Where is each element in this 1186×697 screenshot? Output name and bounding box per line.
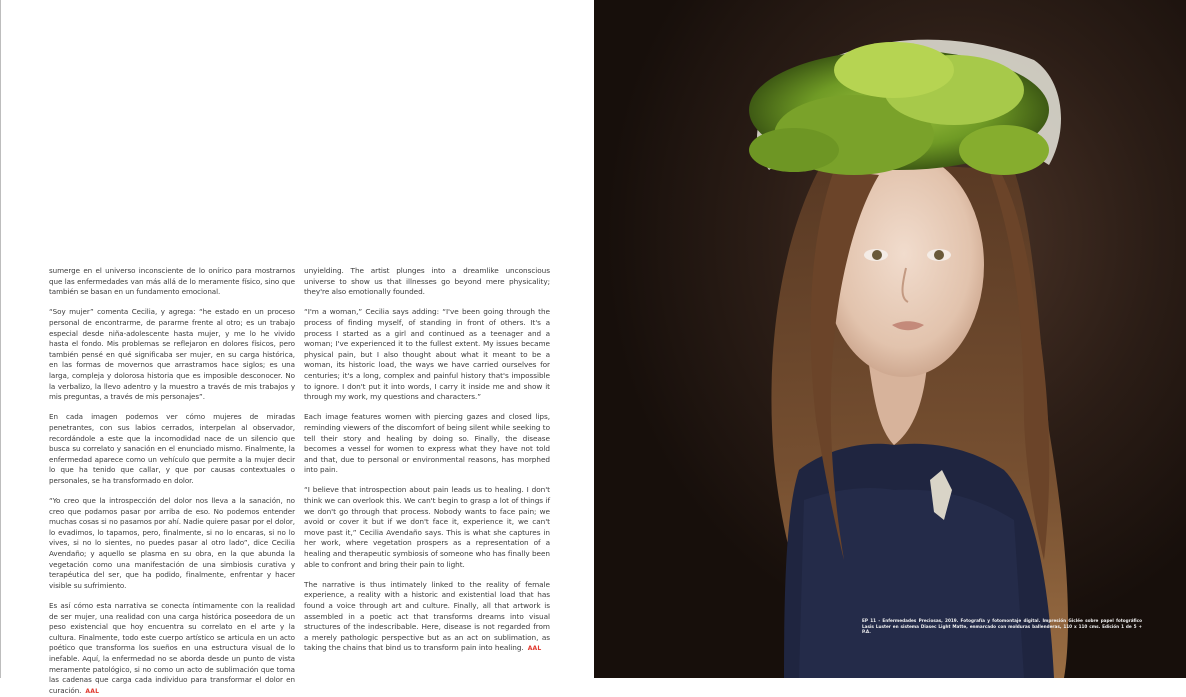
spanish-paragraph-5: Es así cómo esta narrativa se conecta íntimamente con la realidad de ser mujer, una realidad con una carga histórica poseedora de un peso existencial que hoy encuentra su correlato en el arte y la cultura. Finalmente, todo este cuerpo artístico se articula en un acto poético que transforma los sueños en una estructura visual de lo inefable. Aquí, la enfermedad no se aborda desde un punto de vista meramente patológico, si no como un acto de sublimación que toma las cadenas que carga cada individuo para transformar el dolor en curación.: [49, 601, 295, 695]
right-page-photo: [594, 0, 1186, 678]
spanish-paragraph-1: sumerge en el universo inconsciente de lo onírico para mostrarnos que las enfermedades van más allá de lo meramente físico, sino que también se basan en un fundamento emocional.: [49, 266, 295, 297]
portrait-photograph: [594, 0, 1186, 678]
spanish-text-column: [49, 266, 295, 697]
english-paragraph-5: The narrative is thus intimately linked to the reality of female experience, a reality with a historic and existential load that has found a voice through art and culture. Finally, all that artwork is assembled in a poetic act that transforms dreams into visual structures of the indescribable. Here, disease is not regarded from a merely pathologic perspective but as an act on sublimation, as taking the chains that bind us to transform pain into healing.: [304, 579, 550, 653]
english-paragraph-5-wrap: [304, 580, 550, 655]
spanish-paragraph-5-wrap: [49, 601, 295, 697]
spanish-paragraph-2: “Soy mujer” comenta Cecilia, y agrega: “he estado en un proceso personal de encontrarme, de pararme frente al otro; es un trabajo especial desde niña-adolescente hasta mujer, y me lo he vivido hasta el fondo. Mis problemas se reflejaron en dolores físicos, pero también pensé en qué significaba ser mujer, en su carga histórica, en las formas de movernos que arrastramos hace siglos; es una larga, compleja y dolorosa historia que es imposible desconocer. No la verbalizo, la llevo adentro y la muestro a través de mis trabajos y mis preguntas, a través de mis personajes”.: [49, 307, 295, 402]
english-paragraph-3: Each image features women with piercing gazes and closed lips, reminding viewers of the discomfort of being silent while seeking to tell their story and healing by doing so. Finally, the disease becomes a vessel for women to express what they have not told and that, due to personal or environmental reasons, has morphed into pain.: [304, 412, 550, 475]
left-page: [0, 0, 594, 695]
english-paragraph-1: unyielding. The artist plunges into a dreamlike unconscious universe to show us that illnesses go beyond mere physicality; they're also emotionally founded.: [304, 266, 550, 297]
english-paragraph-2: “I'm a woman,” Cecilia says adding: “I've been going through the process of finding myself, of standing in front of others. It's a process I started as a girl and continued as a teenager and a woman; I've experienced it to the fullest extent. My issues became physical pain, but I also thought about what it meant to be a woman, its historic load, the ways we have carried ourselves for centuries; it's a long, complex and painful history that's impossible to ignore. I don't put it into words, I carry it inside me and show it through my work, my questions and characters.”: [304, 307, 550, 402]
spanish-paragraph-3: En cada imagen podemos ver cómo mujeres de miradas penetrantes, con sus labios cerrados, interpelan al observador, recordándole a este que la incomodidad nace de un silencio que busca su correlato y sanación en el enunciado mismo. Finalmente, la enfermedad aparece como un vehículo que permite a la mujer decir lo que ha tenido que callar, y que por causas contextuales o personales, se ha transformado en dolor.: [49, 412, 295, 485]
spanish-paragraph-4: “Yo creo que la introspección del dolor nos lleva a la sanación, no creo que podamos pasar por arriba de eso. No podemos entender muchas cosas si no pasamos por ahí. Nadie quiere pasar por el dolor, lo evadimos, lo tapamos, pero, finalmente, si no lo encaras, si no lo vives, si no lo sientes, no puedes pasar al otro lado”, dice Cecilia Avendaño; y aquello se plasma en su obra, en la que abunda la vegetación como una manifestación de una simbiosis curativa y terapéutica del ser, que ha podido, finalmente, enfrentar y hacer visible su sufrimiento.: [49, 496, 295, 590]
english-paragraph-4: “I believe that introspection about pain leads us to healing. I don't think we can overlook this. We can't begin to grasp a lot of things if we don't go through that process. Nobody wants to face pain; we avoid or cover it but if we don't face it, experience it, we can't move past it,” Cecilia Avendaño says. This is what she captures in her work, where vegetation prospers as a representation of a healing and therapeutic symbiosis of someone who has finally been able to confront and bring their pain to light.: [304, 485, 550, 569]
english-text-column: [304, 266, 550, 655]
end-mark-english: AAL: [527, 645, 542, 653]
photo-caption: EP 11 - Enfermedades Preciosas, 2019. Fotografía y fotomontaje digital. Impresión Giclée sobre papel fotográfico Lasis Luster en sistema Diasec Light Matte, enmarcado con molduras ballenderas, 110 x 110 cms. Edición 1 de 5 + P.A.: [862, 618, 1142, 635]
end-mark-spanish: AAL: [85, 687, 100, 695]
